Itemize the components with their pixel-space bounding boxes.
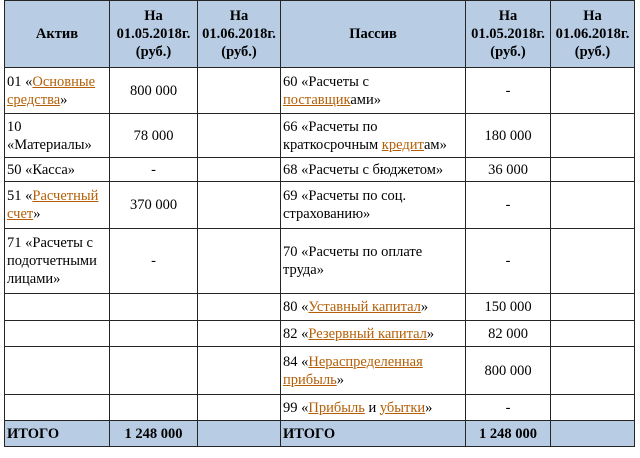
liability-cell: 99 «Прибыль и убытки» [281, 395, 466, 421]
liability-value-june [551, 68, 635, 114]
asset-cell: 01 «Основные средства» [5, 68, 110, 114]
asset-value: - [110, 158, 198, 182]
liability-value-june [551, 114, 635, 158]
asset-value [110, 347, 198, 395]
liability-link[interactable]: Резервный капитал [308, 325, 427, 342]
header-date-1: На 01.05.2018г. (руб.) [110, 1, 198, 68]
table-row [5, 395, 635, 421]
liability-link[interactable]: Уставный капитал [308, 299, 421, 315]
asset-cell [5, 294, 110, 321]
asset-value [110, 294, 198, 321]
liability-link[interactable]: Прибыль [308, 399, 365, 416]
header-asset: Актив [5, 1, 110, 68]
liability-value-june [551, 294, 635, 321]
liability-value-june [551, 347, 635, 395]
asset-value: 370 000 [110, 182, 198, 229]
asset-value-june [198, 229, 281, 294]
table-row [5, 294, 635, 321]
asset-value-june [198, 321, 281, 347]
liability-value: 800 000 [466, 347, 551, 395]
liability-value: - [466, 229, 551, 294]
asset-value-june [198, 294, 281, 321]
asset-value: 800 000 [110, 68, 198, 114]
asset-cell [5, 347, 110, 395]
liability-cell: 60 «Расчеты с поставщиками» [281, 68, 466, 114]
balance-table [4, 0, 635, 447]
asset-cell: 71 «Расчеты с подотчетными лицами» [5, 229, 110, 294]
table-row [5, 68, 635, 114]
liability-value: - [466, 395, 551, 421]
total-label: ИТОГО [5, 421, 110, 447]
asset-value [110, 321, 198, 347]
liability-value: 36 000 [466, 158, 551, 182]
liability-value-june [551, 158, 635, 182]
total-liability-value: 1 248 000 [466, 421, 551, 447]
asset-cell: 10 «Материалы» [5, 114, 110, 158]
liability-cell: 82 «Резервный капитал» [281, 321, 466, 347]
liability-cell: 70 «Расчеты по оплате труда» [281, 229, 466, 294]
table-row [5, 158, 635, 182]
table-row [5, 321, 635, 347]
total-row [5, 421, 635, 447]
liability-cell: 69 «Расчеты по соц. страхованию» [281, 182, 466, 229]
asset-value-june [198, 158, 281, 182]
asset-link[interactable]: Расчетный счет [7, 188, 99, 222]
liability-value: 82 000 [466, 321, 551, 347]
liability-value: 180 000 [466, 114, 551, 158]
header-date-2: На 01.06.2018г. (руб.) [198, 1, 281, 68]
liability-value-june [551, 395, 635, 421]
asset-cell: 50 «Касса» [5, 158, 110, 182]
liability-cell: 66 «Расчеты по краткосрочным кредитам» [281, 114, 466, 158]
asset-value-june [198, 395, 281, 421]
table-row [5, 114, 635, 158]
asset-value-june [198, 114, 281, 158]
liability-value: - [466, 182, 551, 229]
asset-value: 78 000 [110, 114, 198, 158]
table-row [5, 347, 635, 395]
total-liability-value-june [551, 421, 635, 447]
table-row [5, 229, 635, 294]
asset-value-june [198, 182, 281, 229]
header-row [5, 1, 635, 68]
liability-value: 150 000 [466, 294, 551, 321]
total-asset-value: 1 248 000 [110, 421, 198, 447]
asset-cell: 51 «Расчетный счет» [5, 182, 110, 229]
liability-link[interactable]: убытки [379, 399, 426, 416]
liability-cell: 68 «Расчеты с бюджетом» [281, 158, 466, 182]
header-liability: Пассив [281, 1, 466, 68]
table-row [5, 182, 635, 229]
liability-link[interactable]: Нераспределенная прибыль [283, 353, 423, 388]
liability-cell: 84 «Нераспределенная прибыль» [281, 347, 466, 395]
asset-value-june [198, 68, 281, 114]
asset-value: - [110, 229, 198, 294]
liability-value-june [551, 229, 635, 294]
total-asset-value-june [198, 421, 281, 447]
total-label-liability: ИТОГО [281, 421, 466, 447]
asset-value [110, 395, 198, 421]
liability-value-june [551, 182, 635, 229]
header-date-3: На 01.05.2018г. (руб.) [466, 1, 551, 68]
asset-cell [5, 395, 110, 421]
asset-link[interactable]: Основные средства [7, 73, 96, 108]
liability-cell: 80 «Уставный капитал» [281, 294, 466, 321]
liability-value-june [551, 321, 635, 347]
liability-link[interactable]: кредит [381, 136, 424, 153]
liability-value: - [466, 68, 551, 114]
asset-cell [5, 321, 110, 347]
liability-link[interactable]: поставщик [283, 91, 351, 108]
asset-value-june [198, 347, 281, 395]
header-date-4: На 01.06.2018г. (руб.) [551, 1, 635, 68]
